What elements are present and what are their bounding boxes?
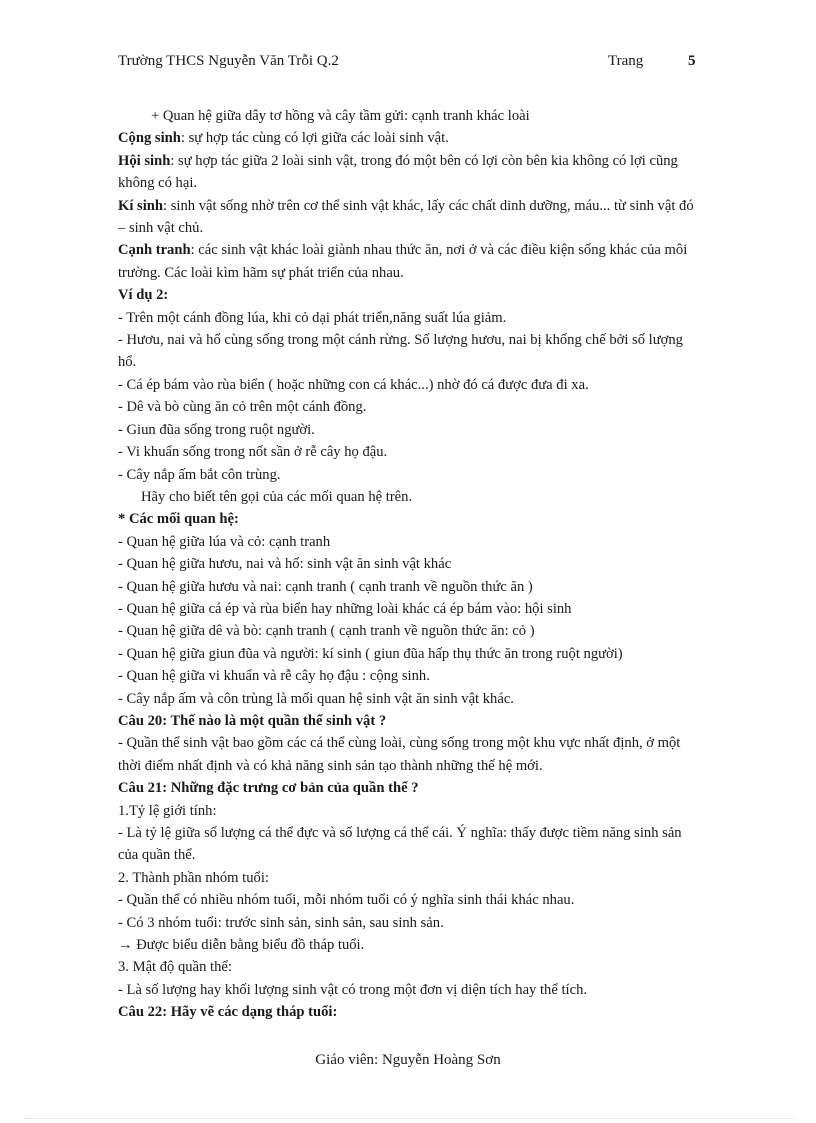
relation-item: - Quan hệ giữa dê và bò: cạnh tranh ( cạnh tranh về nguồn thức ăn: cỏ ) bbox=[118, 623, 535, 640]
question-21-line: 2. Thành phần nhóm tuổi: bbox=[118, 869, 269, 886]
def-commensalism: : sự hợp tác giữa 2 loài sinh vật, trong đó một bên có lợi còn bên kia không có lợi cũng không có hại. bbox=[118, 152, 678, 192]
page-footer bbox=[0, 1052, 816, 1069]
example-item: - Giun đũa sống trong ruột người. bbox=[118, 421, 315, 438]
relation-item: - Quan hệ giữa lúa và cỏ: cạnh tranh bbox=[118, 533, 331, 550]
question-21-line: - Là số lượng hay khối lượng sinh vật có trong một đơn vị diện tích hay thể tích. bbox=[118, 981, 588, 998]
relations-heading: * Các mối quan hệ: bbox=[118, 511, 239, 528]
example-item: - Dê và bò cùng ăn cỏ trên một cánh đồng. bbox=[118, 399, 367, 416]
example-heading: Ví dụ 2: bbox=[118, 287, 169, 304]
question-20-answer: - Quần thể sinh vật bao gồm các cá thể cùng loài, cùng sống trong một khu vực nhất định, ở một thời điểm nhất định và có khả năng sinh sản tạo thành những thế hệ mới. bbox=[118, 735, 681, 774]
relation-item: - Quan hệ giữa hươu, nai và hổ: sinh vật ăn sinh vật khác bbox=[118, 556, 452, 573]
example-item: - Cá ép bám vào rùa biển ( hoặc những con cá khác...) nhờ đó cá được đưa đi xa. bbox=[118, 376, 589, 393]
page-bottom-divider bbox=[24, 1118, 794, 1119]
relation-item: - Quan hệ giữa cá ép và rùa biển hay những loài khác cá ép bám vào: hội sinh bbox=[118, 600, 572, 617]
question-21-line: → Được biểu diễn bằng biểu đồ tháp tuổi. bbox=[118, 937, 365, 954]
definition-parasitism bbox=[118, 195, 703, 240]
term-mutualism: Cộng sinh bbox=[118, 130, 181, 147]
question-21-line: - Có 3 nhóm tuổi: trước sinh sản, sinh sản, sau sinh sản. bbox=[118, 914, 444, 931]
question-21-line: - Là tỷ lệ giữa số lượng cá thể đực và số lượng cá thể cái. Ý nghĩa: thấy được tiềm năng sinh sản của quần thể. bbox=[118, 825, 682, 864]
term-commensalism: Hội sinh bbox=[118, 152, 171, 169]
example-item: - Hươu, nai và hổ cùng sống trong một cánh rừng. Số lượng hươu, nai bị khống chế bởi số lượng hổ. bbox=[118, 332, 683, 371]
term-competition: Cạnh tranh bbox=[118, 242, 191, 259]
def-mutualism: : sự hợp tác cùng có lợi giữa các loài sinh vật. bbox=[180, 130, 449, 147]
question-22-heading: Câu 22: Hãy vẽ các dạng tháp tuổi: bbox=[118, 1004, 338, 1021]
definition-mutualism bbox=[118, 127, 703, 149]
def-competition: : các sinh vật khác loài giành nhau thức ăn, nơi ở và các điều kiện sống khác của môi trường. Các loài kìm hãm sự phát triển của nhau. bbox=[118, 242, 688, 281]
page-number: 5 bbox=[688, 53, 696, 69]
school-name: Trường THCS Nguyễn Văn Trỗi Q.2 bbox=[118, 53, 339, 69]
definition-commensalism bbox=[118, 150, 703, 195]
question-21-line: 1.Tỷ lệ giới tính: bbox=[118, 802, 217, 819]
page-header bbox=[118, 53, 698, 75]
example-item: - Vi khuẩn sống trong nốt sần ở rễ cây họ đậu. bbox=[118, 444, 388, 461]
definition-competition bbox=[118, 239, 703, 284]
teacher-name: Giáo viên: Nguyễn Hoàng Sơn bbox=[315, 1052, 501, 1068]
example-item: - Trên một cánh đồng lúa, khi cỏ dại phát triển,năng suất lúa giảm. bbox=[118, 309, 507, 326]
question-21-line: 3. Mật độ quần thể: bbox=[118, 959, 232, 976]
relation-line-dodder: + Quan hệ giữa dây tơ hồng và cây tầm gửi: cạnh tranh khác loài bbox=[151, 108, 530, 124]
example-item: - Cây nắp ấm bắt côn trùng. bbox=[118, 466, 281, 483]
page-label: Trang bbox=[608, 53, 644, 69]
question-21-heading: Câu 21: Những đặc trưng cơ bản của quần thể ? bbox=[118, 780, 419, 797]
question-20-heading: Câu 20: Thế nào là một quần thể sinh vật ? bbox=[118, 712, 387, 729]
relation-item: - Cây nắp ấm và côn trùng là mối quan hệ sinh vật ăn sinh vật khác. bbox=[118, 690, 514, 707]
question-21-line: - Quần thể có nhiều nhóm tuổi, mỗi nhóm tuổi có ý nghĩa sinh thái khác nhau. bbox=[118, 892, 575, 909]
relation-item: - Quan hệ giữa hươu và nai: cạnh tranh ( cạnh tranh về nguồn thức ăn ) bbox=[118, 578, 533, 595]
def-parasitism: : sinh vật sống nhờ trên cơ thể sinh vật khác, lấy các chất dinh dưỡng, máu... từ sinh vật đó – sinh vật chủ. bbox=[118, 197, 694, 237]
relation-item: - Quan hệ giữa vi khuẩn và rễ cây họ đậu : cộng sinh. bbox=[118, 668, 430, 685]
term-parasitism: Kí sinh bbox=[118, 197, 164, 214]
example-question: Hãy cho biết tên gọi của các mối quan hệ trên. bbox=[141, 488, 413, 505]
relation-item: - Quan hệ giữa giun đũa và người: kí sinh ( giun đũa hấp thụ thức ăn trong ruột người) bbox=[118, 645, 623, 662]
document-body bbox=[118, 105, 703, 1024]
